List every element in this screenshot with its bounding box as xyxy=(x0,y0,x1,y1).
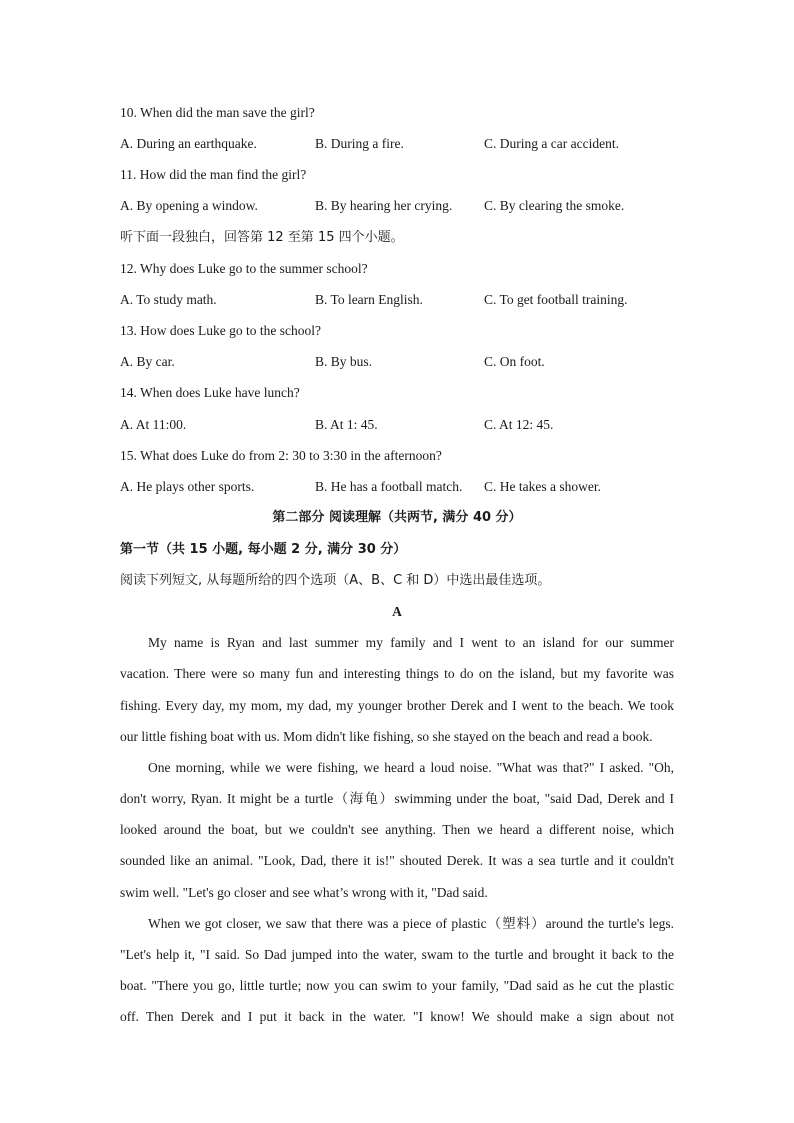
part-title: 第二部分 阅读理解（共两节, 满分 40 分） xyxy=(272,510,522,525)
passage-line-7: looked around the boat, but we couldn't see anything. Then we heard a different noise, which xyxy=(120,822,674,837)
passage-line-13: off. Then Derek and I put it back in the water. "I know! We should make a sign about not xyxy=(120,1009,674,1024)
reading-instruction: 阅读下列短文, 从每题所给的四个选项（A、B、C 和 D）中选出最佳选项。 xyxy=(120,573,551,588)
question-12: 12. Why does Luke go to the summer school? xyxy=(120,261,368,276)
passage-line-11: "Let's help it, "I said. So Dad jumped into the water, swam to the turtle and brought it back to the xyxy=(120,947,674,962)
q15-option-b: B. He has a football match. xyxy=(315,479,463,494)
passage-line-3: fishing. Every day, my mom, my dad, my younger brother Derek and I went to the beach. We took xyxy=(120,698,674,713)
passage-line-12: boat. "There you go, little turtle; now you can swim to your family, "Dad said as he cut the plastic xyxy=(120,978,674,993)
q11-option-c: C. By clearing the smoke. xyxy=(484,198,625,213)
question-13: 13. How does Luke go to the school? xyxy=(120,323,321,338)
q14-option-c: C. At 12: 45. xyxy=(484,417,554,432)
passage-line-4: our little fishing boat with us. Mom didn't like fishing, so she stayed on the beach and read a book. xyxy=(120,729,653,744)
q13-option-c: C. On foot. xyxy=(484,354,545,369)
passage-line-10: When we got closer, we saw that there was a piece of plastic（塑料）around the turtle's legs. xyxy=(148,916,674,931)
passage-line-5: One morning, while we were fishing, we heard a loud noise. "What was that?" I asked. "Oh, xyxy=(148,760,674,775)
q10-option-b: B. During a fire. xyxy=(315,136,404,151)
question-10: 10. When did the man save the girl? xyxy=(120,105,315,120)
q13-option-b: B. By bus. xyxy=(315,354,373,369)
passage-line-6: don't worry, Ryan. It might be a turtle（海龟）swimming under the boat, "said Dad, Derek and I xyxy=(120,791,674,806)
q10-option-c: C. During a car accident. xyxy=(484,136,619,151)
passage-line-9: swim well. "Let's go closer and see what’s wrong with it, "Dad said. xyxy=(120,885,488,900)
q11-option-a: A. By opening a window. xyxy=(120,198,258,213)
q15-option-c: C. He takes a shower. xyxy=(484,479,601,494)
q12-option-a: A. To study math. xyxy=(120,292,217,307)
q14-option-b: B. At 1: 45. xyxy=(315,417,378,432)
q14-option-a: A. At 11:00. xyxy=(120,417,187,432)
instruction-12-15: 听下面一段独白，回答第 12 至第 15 四个小题。 xyxy=(120,230,404,245)
question-11: 11. How did the man find the girl? xyxy=(120,167,307,182)
section-title: 第一节（共 15 小题, 每小题 2 分, 满分 30 分） xyxy=(120,542,407,557)
passage-line-2: vacation. There were so many fun and interesting things to do on the island, but my favorite was xyxy=(120,666,674,681)
q12-option-c: C. To get football training. xyxy=(484,292,628,307)
q15-option-a: A. He plays other sports. xyxy=(120,479,255,494)
passage-label: A xyxy=(392,604,402,619)
question-14: 14. When does Luke have lunch? xyxy=(120,385,300,400)
q10-option-a: A. During an earthquake. xyxy=(120,136,257,151)
passage-line-1: My name is Ryan and last summer my family and I went to an island for our summer xyxy=(148,635,674,650)
q12-option-b: B. To learn English. xyxy=(315,292,423,307)
q13-option-a: A. By car. xyxy=(120,354,175,369)
passage-line-8: sounded like an animal. "Look, Dad, there it is!" shouted Derek. It was a sea turtle and it couldn't xyxy=(120,853,674,868)
q11-option-b: B. By hearing her crying. xyxy=(315,198,453,213)
question-15: 15. What does Luke do from 2: 30 to 3:30 in the afternoon? xyxy=(120,448,442,463)
